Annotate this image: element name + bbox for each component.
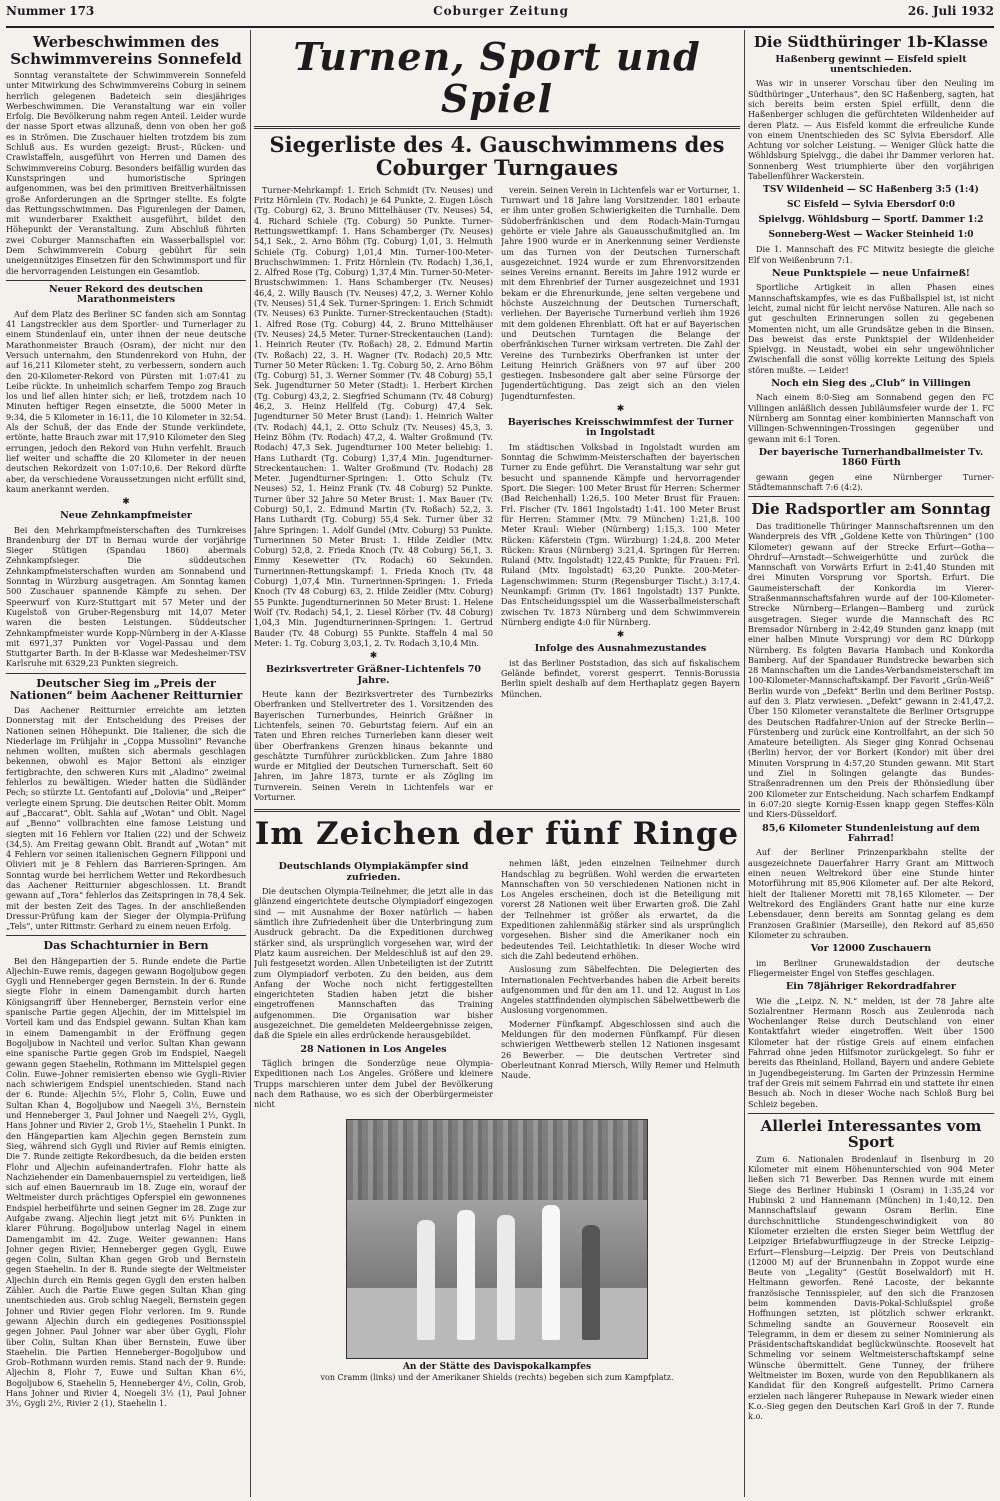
- article-headline: Neue Zehnkampfmeister: [60, 510, 192, 522]
- masthead: Coburger Zeitung: [433, 4, 569, 18]
- column-divider: [744, 30, 745, 1497]
- results-list: Turner-Mehrkampf: 1. Erich Schmidt (Tv. Neuses) und Fritz Hörnlein (Tv. Rodach) je 64 Punkte, 2. Eugen Lösch (Tg. Coburg) 62, 3. Bruno Mittelhäuser (Tv. Neuses) 54, 4. Richard Schiele (Tg. Coburg) 50 Punkte. Turner-Rettungswettkampf: 1. Hans Schamberger (Tv. Neuses) 54,1 Sek., 2. Arno Böhm (Tg. Coburg) 1,01, 3. Helmuth Schiele (Tg. Coburg) 1,01,4 Min. Turner-100-Meter-Bruchschwimmen: 1. Fritz Hörnlein (Tv. Rodach) 1,36,1, 2. Alfred Rose (Tg. Coburg) 1,37,4 Min. Turner-50-Meter-Brustschwimmen: 1. Hans Schamberger (Tv. Neuses) 46,4, 2. Willy Bausch (Tv. Neuses) 47,2, 3. Werner Kohlo (Tv. Neuses) 51,4 Sek. Turner-Springen: 1. Erich Schmidt (Tv. Neuses) 63 Punkte. Turner-Streckentauchen (Stadt): 1. Alfred Rose (Tg. Coburg) 44, 2. Bruno Mittelhäuser (Tv. Neuses) 24,5 Meter. Turner-Streckentauchen (Land): 1. Heinrich Reuter (Tv. Roßach) 28, 2. Edmund Martin (Tv. Roßach) 22, 3. H. Wagner (Tv. Rodach) 20,5 Mtr. Turner 50 Meter Rücken: 1. Tg. Coburg 50, 2. Arno Böhm (Tg. Coburg) 51, 3. Werner Sommer (Tv. 48 Coburg) 55,1 Sek. Jugendturner 50 Meter (Stadt): 1. Herbert Kirchen (Tg. Coburg) 43,2, 2. Siegfried Schumann (Tv. 48 Coburg) 46,2, 3. Heinz Hellfeld (Tg. Coburg) 47,4 Sek. Jugendturner 50 Meter Brust (Land): 1. Heinrich Walter (Tv. Rodach) 44,1, 2. Otto Schulz (Tv. Neuses) 45,3, 3. Heinz Böhm (Tv. Rodach) 47,2, 4. Walter Großmund (Tv. Rodach) 47,3 Sek. Jugendturner 100 Meter beliebig: 1. Hans Luthardt (Tg. Coburg) 1,37,4 Min. Jugendturner-Streckentauchen: 1. Walter Großmund (Tv. Rodach) 28 Meter. Jugendturner-Springen: 1. Otto Schulz (Tv. Neuses) 52, 1. Heinz Frank (Tv. 48 Coburg) 52 Punkte. Turner über 32 Jahre 50 Meter Brust: 1. Max Bauer (Tv. Coburg) 50,1, 2. Edmund Martin (Tv. Roßach) 52,2, 3. Hans Luthardt (Tg. Coburg) 55,4 Sek. Turner über 32 Jahre Springen: 1. Adolf Gundel (Mtv. Coburg) 53 Punkte. Turnerinnen 50 Meter Brust: 1. Hilde Zeidler (Mtv. Coburg) 52,8, 2. Frieda Knoch (Tv. 48 Coburg) 56,1, 3. Emmy Kesewetter (Tv. Rodach) 60 Sekunden. Turnerinnen-Rettungskampf: 1. Frieda Knoch (Tv. 48 Coburg) 1,07,4 Min. Turnerinnen-Springen: 1. Frieda Knoch (Tv 48 Coburg) 63, 2. Hilde Zeidler (Mtv. Coburg) 55 Punkte. Jugendturnerinnen 50 Meter Brust: 1. Helene Wolf (Tv. Rodach) 54,1, 2. Liesel Körber (Tv. 48 Coburg) 1,04,3 Min. Jugendturnerinnen-Springen: 1. Gertrud Bauder (Tv. 48 Coburg) 55 Punkte. Staffeln 4 mal 50 Meter: 1. Tg. Coburg 3,03,1, 2. Tv. Rodach 3,10,4 Min.: [254, 184, 493, 648]
- section-subbanner: Siegerliste des 4. Gauschwimmens des Coburger Turngaues: [269, 131, 725, 180]
- issue-date: 26. Juli 1932: [907, 4, 994, 18]
- tennis-photo: [346, 1119, 648, 1359]
- article-headline: Die Südthüringer 1b-Klasse: [753, 33, 989, 51]
- photo-crowd: [347, 1120, 647, 1200]
- article-body: ist das Berliner Poststadion, das sich auf fiskalischem Gelände befindet, vorerst gesperrt. Tennis-Borussia Berlin spielt deshalb auf dem Herthaplatz gegen Bayern München.: [501, 657, 740, 699]
- article-body: Die 1. Mannschaft des FC Mitwitz besiegte die gleiche Elf von Weißenbrunn 7:1.: [748, 244, 994, 265]
- article-body: Zum 6. Nationalen Brodenlauf in Ilsenburg in 20 Kilometer mit einem Höhenunterschied von 904 Meter ließen sich 71 Bewerber. Das Rennen wurde mit einem Siege des Berliner Hubinski 1 (Osram) in 1:35,24 vor Hubinski 2 und Hannemann (München) in 1:40,12. Den Mannschaftslauf gewann Osram Berlin. Eine durchschnittliche Stundengeschwindigkeit von 80 Kilometer erzielten die ersten Sieger beim Wettflug der Leipziger Briefabwurfflugzeuge in der Strecke Leipzig–Erfurt—Flensburg—Leipzig. Der Preis von Deutschland (12000 M) auf der Brunnenbahn in Zoppot wurde eine Beute von „Legality“ (Gestüt Boselwaldorf) mit H. Heltmann geworfen. René Lacoste, der bekannte französische Tennisspieler, auf den sich die Franzosen beim kommenden Davis-Pokal-Schlußspiel große Hoffnungen setzten, ist plötzlich schwer erkrankt. Schmeling sandte an Gouverneur Roosevelt ein Telegramm, in dem er diesem zu seiner Nominierung als Präsidentschaftskandidat beglückwünschte. Roosevelt hat Schmeling vor seinem Weltmeisterschaftskampf seine Wünsche übermittelt. Gene Tunney, der frühere Weltmeister im Boxen, wurde von den Republikanern als Kandidat für den Kongreß aufgestellt. Primo Carnera erzielen nach längerer Ruhepause in Newark wieder einen K.o.-Sieg gegen den Deutschen Karl Groß in der 7. Runde k.o.: [748, 1153, 994, 1422]
- article-subheadline: Haßenberg gewinnt — Eisfeld spielt unentschieden.: [775, 53, 967, 75]
- article-headline: Deutschlands Olympiakämpfer sind zufrieden.: [278, 861, 469, 883]
- olympia-headline: Im Zeichen der fünf Ringe: [254, 816, 740, 853]
- column-divider: [250, 30, 251, 1497]
- photo-figure: [542, 1205, 560, 1340]
- article-body: Wie die „Leipz. N. N.“ melden, ist der 78 Jahre alte Sozialrentner Hermann Rosch aus Zeulenroda nach Wochenlanger Reise durch Deutschland von einer Kontaktfahrt wieder eingetroffen. Weit über 1500 Kilometer hat der rüstige Greis auf einem einfachen Fahrrad ohne jeden Hilfsmotor zurückgelegt. So fuhr er bereits das Rheinland, Holland, Bayern und andere Gebiete in Jugendbegeisterung. Im Garten der Prinzessin Hermine traf der Greis mit seinem Fahrrad ein und stattete ihr einen Besuch ab. Noch in dieser Woche nach Schloß Burg bei Schleiz begeben.: [748, 995, 994, 1109]
- article-body: gewann gegen eine Nürnberger Turner-Städtemannschaft 7:6 (4:2).: [748, 471, 994, 493]
- columns: [6, 30, 994, 1497]
- separator-star: ✱: [616, 630, 625, 641]
- left-column: [6, 30, 246, 1497]
- article-body: Bei den Mehrkampfmeisterschaften des Turnkreises Brandenburg der DT in Bernau wurde der vorjährige Sieger Stütigen (Spandau 1860) abermals Zehnkampfsieger. Die süddeutschen Zehnkampfmeisterschaften wurden am Sonnabend und Sonntag in Würzburg ausgetragen. Am Sonntag kamen 500 Zuschauer spannende Kämpfe zu sehen. Der Speerwurf von Kurz-Stuttgart mit 57 Meter und der Kugelstoß von Gruber-Regensburg mit 14,07 Meter waren die besten Leistungen. Süddeutscher Zehnkampfmeister wurde Kopp-Nürnberg in der A-Klasse mit 6971,37 Punkten vor Vogel-Passau und dem Stuttgarter Barth. In der B-Klasse war Medesheimer-TSV Karlsruhe mit 6329,23 Punkten siegreich.: [6, 524, 246, 669]
- article-headline: Vor 12000 Zuschauern: [810, 943, 932, 955]
- article-headline: Das Schachturnier in Bern: [43, 939, 209, 953]
- issue-number: Nummer 173: [6, 4, 95, 18]
- photo-title: An der Stätte des Davispokalkampfes: [402, 1361, 592, 1372]
- match-result: SC Eisfeld — Sylvia Ebersdorf 0:0: [786, 200, 956, 211]
- article-body: nehmen läßt, jeden einzelnen Teilnehmer durch Handschlag zu begrüßen. Wohl werden die erwarteten Mannschaften von 50 verschiedenen Nationen nicht in Los Angeles erscheinen, doch ist die Beteiligung mit vorerst 28 Nationen weit über Erwarten groß. Die Zahl der Teilnehmer ist größer als erwartet, da die Expeditionen zahlenmäßig stärker sind als ursprünglich vorgesehen. Bisher sind die Amerikaner noch ein bedeutendes Teil. Leichtathletik: In dieser Woche wird sich die Zahl bedeutend erhöhen.: [501, 858, 740, 961]
- photo-figure: [417, 1220, 435, 1340]
- article-body: Sportliche Artigkeit in allen Phasen eines Mannschaftskampfes, wie es das Fußballspiel ist, ist nicht leicht, zumal nicht für leicht nervöse Naturen. Alle nach so gut geschulten Erinnerungen sollen zu gegebenen Momenten nicht, um alle Grundsätze geben in die Binsen. Das beweist das erste Punktspiel der Wildenheider Spielvgg. in Neustadt, wobei ein sehr ungewöhnlicher Zwischenfall die sonst völlig korrekte Leitung des Spiels stören mußte. — Leider!: [748, 282, 994, 375]
- article-headline: Deutscher Sieg im „Preis der Nationen“ beim Aachener Reitturnier: [9, 676, 243, 702]
- article-headline: Infolge des Ausnahmezustandes: [534, 643, 707, 655]
- article-body: Auslosung zum Säbelfechten. Die Delegierten des Internationalen Fechtverbandes haben die Arbeit bereits aufgenommen und für den am 11. und 12. August in Los Angeles stattfindenden olympischen Säbelwettbewerb die Auslosung vorgenommen.: [501, 964, 740, 1016]
- article-headline: Ein 78jähriger Rekordradfahrer: [786, 981, 956, 993]
- article-headline: Noch ein Sieg des „Club“ in Villingen: [771, 378, 971, 390]
- article-body: im Berliner Grunewaldstadion der deutsche Fliegermeister Engel von Steffes geschlagen.: [748, 957, 994, 978]
- article-column: [254, 858, 493, 1112]
- article-body: Nach einem 8:0-Sieg am Sonnabend gegen den FC Villingen anläßlich dessen Jubiläumsfeier wurde der 1. FC Nürnberg am Sonntag einer kombinierten Mannschaft von Villingen-Schwenningen-Trossingen gegenüber und gewann mit 6:1 Toren.: [748, 392, 994, 444]
- article-body: Auf der Berliner Prinzenparkbahn stellte der ausgezeichnete Dauerfahrer Harry Grant am Mittwoch einen neuen Weltrekord über eine Stunde hinter Motorführung mit 85,906 Kilometer auf. Der alte Rekord, hielt der Italiener Moretti mit 78,165 Kilometer. — Der Weltrekord des Engländers Grant hatte nur eine kurze Lebensdauer, denn bereits am Sonntag gelang es dem Franzosen Graßinier (Marseille), den Rekord auf 85,650 Kilometer zu schrauben.: [748, 847, 994, 940]
- separator-star: ✱: [616, 404, 625, 415]
- article-headline: Werbeschwimmen des Schwimmvereins Sonnefeld: [10, 33, 242, 68]
- photo-caption: von Cramm (links) und der Amerikaner Shields (rechts) begeben sich zum Kampfplatz.: [320, 1372, 674, 1382]
- article-body: verein. Seinen Verein in Lichtenfels war er Vorturner, 1. Turnwart und 18 Jahre lang Vorsitzender. 1801 erbaute er ihm unter großen Schwierigkeiten die Turnhalle. Dem Südoberfränkischen und dem Rodach-Main-Turngau gehörte er viele Jahre als Gauausschußmitglied an. Im Jahre 1900 wurde er in Anerkennung seiner Verdienste um das Turnen von der Deutschen Turnerschaft ausgezeichnet. 1924 wurde er zum Ehrenvorsitzenden seines Vereins ernannt. Bereits im Jahre 1912 wurde er mit dem Ehrenbrief der Turner ausgezeichnet und 1931 bekam er die Ehrenurkunde, jene selten vergebene und höchste Auszeichnung der Deutschen Turnerschaft, verliehen. Der Bayerische Turnerbund verlieh ihm 1926 mit dem goldenen Ehrenblatt. Oft hat er auf Bayerischen und Deutschen Turntagen die Belange der oberfränkischen Turner wirksam vertreten. Die Zahl der Vereine des Turnbezirks Oberfranken ist unter der Leitung Heinrich Gräßners von 97 auf über 200 gestiegen. Insbesondere galt aber seine Fürsorge der Jugendertüchtigung. Das zeigt sich an den vielen Jugendturnfesten.: [501, 184, 740, 401]
- separator-star: ✱: [122, 497, 130, 508]
- match-result: TSV Wildenheid — SC Haßenberg 3:5 (1:4): [763, 185, 979, 196]
- divider: [6, 673, 246, 674]
- article-headline: Bezirksvertreter Gräßner-Lichtenfels 70 Jahre.: [265, 664, 482, 686]
- match-result: Spielvgg. Wöhldsburg — Sportf. Dammer 1:2: [758, 215, 984, 226]
- article-body: Heute kann der Bezirksvertreter des Turnbezirks Oberfranken und Stellvertreter des 1. Vorsitzenden des Bayerischen Turnerbundes, Heinrich Gräßner in Lichtenfels, seinen 70. Geburtstag feiern. Auf ein an Taten und Ehren reiches Turnerleben kann dieser weit über Oberfrankens Grenzen hinaus bekannte und geschätzte Turnführer zurückblicken. Zum Jahre 1880 wurde er Mitglied der Deutschen Turnerschaft. Seit 60 Jahren, im Jahre 1873, turnte er als Zögling im Turnverein. Seinen Verein in Lichtenfels war er Vorturner.: [254, 689, 493, 802]
- article-headline: Der bayerische Turnerhandballmeister Tv. 1860 Fürth: [758, 446, 984, 469]
- article-body: Täglich bringen die Sonderzüge neue Olympia-Expeditionen nach Los Angeles. Größere und kleinere Trupps marschieren unter dem Jubel der Bevölkerung nach dem Rathause, wo es sich der Oberbürgermeister nicht: [254, 1058, 493, 1110]
- article-body: Das traditionelle Thüringer Mannschaftsrennen um den Wanderpreis des VfR „Goldene Kette von Thüringen“ (100 Kilometer) gewann auf der Strecke Erfurt—Gotha—Ohrdruf—Arnstadt—Schweigerhütte und zurück die Mannschaft von Vorwärts Erfurt in 2:41,40 Stunden mit drei Minuten Vorsprung vor Sportsh. Erfurt. Die Gaumeisterschaft der Konkordia im Vierer-Straßenmannschaftsfahren wurde auf der 100-Kilometer-Strecke Nürnberg—Erlangen—Bamberg und zurück ausgetragen. Sieger wurde die Mannschaft des RC Bremsador Nürnberg in 2:42,49 Stunden ganz knapp (mit einer halben Minute Vorsprung) vor dem RC Dürkopp Nürnberg. Es folgten Bavaria Hambach und Konkordia Bamberg. Auf der Spandauer Rundstrecke bewarben sich 28 Mannschaften um die Landes-Verbandsmeisterschaft im 100-Kilometer-Mannschaftskampf. Der Favorit „Grün-Weiß“ Berlin wurde von „Defekt“ Berlin und dem Berliner Postsp. auf den 3. Platz verwiesen. „Defekt“ gewann in 2:41,47,2. Über 150 Kilometer veranstaltete die Berliner Ortsgruppe des Deutschen Radfahrer-Union auf der Strecke Berlin—Fürstenberg und zurück eine Kontrollfahrt, an der sich 50 Amateure beteiligten. Als Sieger ging Konrad Ochsenau (Berlin) hervor, der vor Borkert (Kondor) mit über drei Minuten Vorsprung in 4:57,20 Stunden gewann. Mit Start und Ziel in Solingen gelangte das Bundes-Straßenradrennen um den Preis der Rhönsiedlung über 200 Kilometer zur Entscheidung. Nach scharfem Endkampf in 6:07:20 siegte Kornig-Essen knapp gegen Steffes-Köln und Kiers-Düsseldorf.: [748, 520, 994, 820]
- article-body: Sonntag veranstaltete der Schwimmverein Sonnefeld unter Mitwirkung des Schwimmvereins Coburg in seinem herrlich gelegenen Badeteich sein diesjähriges Werbeschwimmen. Die Veranstaltung war ein voller Erfolg. Die Bevölkerung nahm regen Anteil. Leider wurde der nasse Sport etwas allzunaß, denn von oben her goß es in Strömen. Die Zuschauer hielten trotzdem bis zum Schluß aus. Es wurden gezeigt: Brust-, Rücken- und Crawlstaffeln, ausgeführt von Herren und Damen des Schwimmvereins Coburg. Besonders beifällig wurden das Kunstspringen und humoristische Springen aufgenommen, was bei den primitiven Breitverhältnissen große Anforderungen an die Springer stellte. Es folgte das Rettungsschwimmen. Das Figurenlegen der Damen, mit wunderbarer Exaktheit ausgeführt, bildet den Höhepunkt der Veranstaltung. Zum Abschluß führten zwei Coburger Mannschaften ein Wasserballspiel vor. Dem Schwimmverein Coburg gebührt für sein uneigennütziges Einsetzen für den Schwimmsport und für die hervorragenden Leistungen ein Gesamtlob.: [6, 70, 246, 276]
- article-body: Bei den Hängepartien der 5. Runde endete die Partie Aljechin–Euwe remis, dagegen gewann Bogoljubow gegen Gygli und Henneberger gegen Bernstein. In der 6. Runde siegte Flohr in einem Damengambit durch harten Königsangriff über Henneberger, Bernstein verlor eine spanische Partie gegen Aljechin, der im Mittelspiel im Vorteil kam und das Endspiel gewann. Sultan Khan kam in einem Damengambit in der Eröffnung gegen Bogoljubow in Nachteil und verlor. Sultan Khan gewann eine spanische Partie gegen Grob im Endspiel, Naegeli gewann gegen Staehelin, Rothmann im Mittelspiel gegen Colin. Euwe–Johner remisierten ebenso wie Gygli–Rivier nach schwierigem Endspiel unentschieden. Stand nach der 6. Runde: Aljechin 5½, Flohr 5, Colin, Euwe und Sultan Khan 4, Bogoljubow und Naegeli 3½, Bernstein und Henneberger 3, Paul Johner und Naegeli 2½, Gygli, Hans Johner und Rivier 2, Grob 1½, Staehelin 1 Punkt. In den Hängepartien kam Aljechin gegen Bernstein zum Sieg, während sich Gygli und Rivier auf Remis einigten. Die 7. Runde zeitigte Rekordbesuch, da die beiden ersten Flohr und Aljechin aufeinandertrafen. Flohr hatte als Nachziehender ein Damenbauernspiel zu verteidigen, ließ sich auf einen Bauernraub im 18. Zuge ein, worauf der Weltmeister durch prächtiges Opferspiel ein gewonnenes Endspiel herbeiführte und seinen Gegner im 28. Zuge zur Aufgabe zwang. Aljechin liegt jetzt mit 6½ Punkten in klarer Führung. Bogoljubow unterlag Nagel in einem Damengambit im 42. Zuge. Weiter gewannen: Hans Johner gegen Rivier, Henneberger gegen Gygli, Euwe gegen Colin, Sultan Khan gegen Grob und Bernstein gegen Staehelin. In der 8. Runde siegte der Weltmeister Aljechin durch ein Remis gegen Gygli den ersten halben Zähler. Auch die Partie Euwe gegen Sultan Khan ging unentschieden aus. Grob schlug Naegeli, Bernstein gegen Johner und Rivier gegen Flohr verloren. Im 9. Runde gewann Aljechin durch ein gediegenes Positionsspiel gegen Johner. Paul Johner war aber über Gygli, Flohr über Colin, Sultan Khan über Bernstein, Euwe über Staehelin. Die Partien Henneberger–Bogoljubow und Grob–Rothmann wurden remis. Stand nach der 9. Runde: Aljechin 8, Flohr 7, Euwe und Sultan Khan 6½, Bogoljubow 6, Staehelin 5, Henneberger 4½, Colin, Grob, Hans Johner und Rivier 4, Noegeli 3½ (1), Paul Johner 3½, Gygli 2½, Rivier 2 (1), Staehelin 1.: [6, 955, 246, 1409]
- divider: [6, 280, 246, 281]
- section-banner: Turnen, Sport und Spiel: [293, 34, 701, 121]
- divider: [254, 126, 740, 129]
- article-headline: Allerlei Interessantes vom Sport: [760, 1116, 982, 1152]
- photo-figure: [582, 1225, 600, 1340]
- divider: [748, 496, 994, 497]
- match-result: Sonneberg-West — Wacker Steinheid 1:0: [768, 230, 974, 241]
- results-column: [254, 185, 493, 806]
- article-headline: Bayerisches Kreisschwimmfest der Turner in Ingolstadt: [507, 417, 734, 439]
- divider: [6, 935, 246, 936]
- article-body: Was wir in unserer Vorschau über den Neuling im Südthüringer „Unterhaus“, den SC Haßenberg, sagten, hat sich bereits beim ersten Spiel erfüllt, denn die Haßenberger schlugen die gefürchteten Wildenheider auf deren Platz. — Aus Eisfeld kommt die erfreuliche Kunde von einem Unentschieden des SC Sylvia Ebersdorf. Alle Achtung vor solcher Leistung. — Weniger Glück hatte die Wöhldsburg Spielvgg., die dabei ihr Dammer verloren hat. Sonnenberg West triumphierte über den vorjährigen Tabellenführer Wackerstein.: [748, 78, 994, 182]
- article-headline: 85,6 Kilometer Stundenleistung auf dem Fahrrad!: [762, 822, 980, 844]
- article-body: Die deutschen Olympia-Teilnehmer, die jetzt alle in das glänzend eingerichtete deutsche Olympiadorf eingezogen sind — mit Ausnahme der Boxer natürlich — haben sämtlich ihre Zufriedenheit über die Unterbringung zum Ausdruck gebracht. Da die Expeditionen durchweg stärker sind, als ursprünglich vorgesehen war, wird der Platz kaum ausreichen. Der Meldeschluß ist auf den 29. Juli festgesetzt worden. Allen Unbeteiligten ist der Zutritt zum Olympiadorf verboten. Zu den beiden, aus dem Anfang der Woche noch nicht fertiggestellten eingerichteten Stadien haben jetzt die bisher eingetroffenen Mannschaften das Training aufgenommen. Die Organisation war bisher ausgezeichnet. Die gemeldeten Meldeergebnisse zeigen, daß die Spiele ein alles erdrückende herausgebildet.: [254, 886, 493, 1041]
- right-column: [748, 30, 994, 1497]
- photo-figure: [457, 1210, 475, 1340]
- middle-column: [254, 30, 740, 1497]
- page-header: [6, 4, 994, 28]
- photo-figure: [497, 1215, 515, 1340]
- article-column: [501, 185, 740, 806]
- two-column-block: [254, 185, 740, 806]
- article-body: Das Aachener Reitturnier erreichte am letzten Donnerstag mit der Entscheidung des Preises der Nationen seinen Höhepunkt. Die Italiener, die sich die Niederlage im Frühjahr in „Coppa Mussolini“ Revanche nehmen wollten, mußten sich abermals geschlagen bekennen, obwohl es Major Bettoni als einziger fertigbrachte, den schweren Kurs mit „Aladino“ zweimal fehlerlos zu bewältigen. Wieder hatten die Südländer Pech; so stürzte Lt. Gentofanti auf „Dolovia“ und „Reiper“ verlegte einem Sprung. Die deutschen Reiter Oblt. Momm auf „Baccarat“, Oblt. Sahla auf „Wotan“ und Oblt. Nagel auf „Benno“ vollbrachten eine famose Leistung und siegten mit 16 Fehlern vor Italien (22) und der Schweiz (34,5). Am Freitag gewann Oblt. Brandt auf „Wotan“ mit 4 Fehlern vor seinen italienischen Gegnern Filipponi und Olivieri mit je 8 Fehlern das Barrieren-Springen. Am Sonntag wurde bei herrlichem Wetter und Rekordbesuch das Aachener Reitturnier abgeschlossen. Lt. Brandt gewann auf „Tora“ fehlerlos das Zeitspringen in 78,4 Sek. mit der besten Zeit des Tages. In der anschließenden Dressur-Prüfung kam der Sieger der Olympia-Prüfung „Tels“, unter Rittmstr. Gerhard zu einem neuen Erfolg.: [6, 704, 246, 932]
- article-column: [501, 858, 740, 1112]
- two-column-block: [254, 858, 740, 1112]
- article-body: Moderner Fünfkampf. Abgeschlossen sind auch die Meldungen für den modernen Fünfkampf. Für diesen schwierigen Wettbewerb stellen 12 Nationen insgesamt 26 Bewerber. — Die deutschen Vertreter sind Oberleutnant Konrad Miersch, Willy Remer und Helmuth Naude.: [501, 1018, 740, 1081]
- separator-star: ✱: [369, 651, 378, 662]
- article-body: Im städtischen Volksbad in Ingolstadt wurden am Sonntag die Schwimm-Meisterschaften der bayerischen Turner zu Ende geführt. Die Veranstaltung war sehr gut besucht und spannende Kämpfe und hervorragender Sport. Die Sieger: 100 Meter Brust für Herren: Schermer (Bad Reichenhall) 1:26,5. 100 Meter Brust für Frauen: Frl. Fischer (Tv. 1861 Ingolstadt) 1:41. 100 Meter Brust für Herren: Stammer (Mtv. 79 München) 1:21,8. 100 Meter Kraul: Wieber (Nürnberg) 1:15,3. 100 Meter Rücken: Käferstein (Tgm. Würzburg) 1:24,8. 200 Meter Rücken: Kraus (Nürnberg) 3:21,4. Springen für Herren: Ruland (Mtv. Ingolstadt) 122,45 Punkte; für Frauen: Frl. Ruland (Mtv. Ingolstadt) 63,20 Punkte. 200-Meter-Lagenschwimmen: Sturm (Regensburger Tischt.) 3:17,4. Neunkampf: Grimm (Tv. 1861 Ingolstadt) 137 Punkte. Das Entscheidungsspiel um die Wasserballmeisterschaft zwischen Tv. 1873 Nürnberg und dem Schwimmverein Nürnberg endigte 4:0 für Nürnberg.: [501, 441, 740, 627]
- article-headline: 28 Nationen in Los Angeles: [300, 1043, 447, 1055]
- article-headline: Neuer Rekord des deutschen Marathonmeisters: [48, 283, 204, 306]
- article-headline: Neue Punktspiele — neue Unfairneß!: [772, 267, 970, 279]
- divider: [748, 1113, 994, 1114]
- divider: [254, 809, 740, 812]
- article-headline: Die Radsportler am Sonntag: [751, 500, 991, 519]
- article-body: Auf dem Platz des Berliner SC fanden sich am Sonntag 41 Langstreckler aus dem Sportler- und Turnerlager zu einem Stundenlauf ein, unter ihnen der neue deutsche Marathonmeister Brauch (Osram), der nicht nur den Versuch unternahm, den Stundenrekord von Huhn, der auf 16,211 Kilometer steht, zu verbessern, sondern auch den 20-Kilometer-Rekord von Pürsten mit 1:07:41 zu Leibe rückte. In unheimlich scharfem Tempo zog Brauch los und lief allen hinter sich; er ließ, trotzdem nach 10 Minuten heftiger Regen einsetzte, die 5000 Meter in 9:34, die 5 Kilometer in 16:11, die 10 Kilometer in 32:54. Als der Schuß, der das Ende der Stunde verkündete, ertönte, hatte Brauch zwar mit 17,910 Kilometer den Sieg errungen, jedoch den Rekord von Huhn verfehlt. Brauch lief weiter und schaffte die 20 Kilometer in der neuen deutschen Rekordzeit von 1:07:10,6. Der Rekord dürfte aber, da verschiedene Voraussetzungen nicht erfüllt sind, kaum anerkannt werden.: [6, 308, 246, 494]
